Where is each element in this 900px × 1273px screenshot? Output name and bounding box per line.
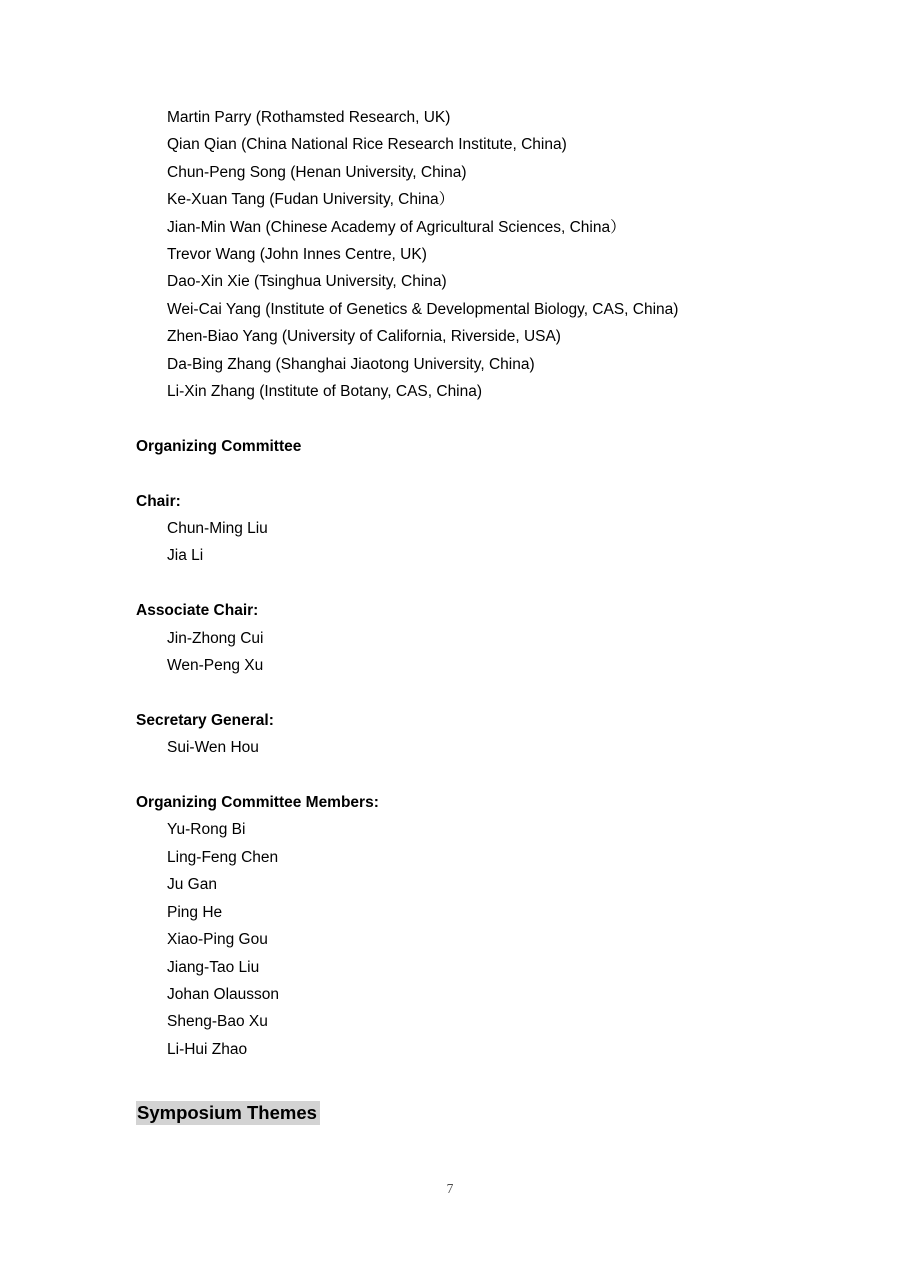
secretary-general-heading: Secretary General:: [136, 711, 274, 729]
committee-member: Li-Xin Zhang (Institute of Botany, CAS, China): [167, 383, 483, 401]
spacer: [0, 460, 900, 487]
spacer: [0, 679, 900, 706]
associate-chair-heading: Associate Chair:: [136, 602, 259, 620]
committee-member: Jian-Min Wan (Chinese Academy of Agricultural Sciences, China）: [167, 218, 626, 236]
organizing-member-name: Li-Hui Zhao: [167, 1040, 248, 1058]
organizing-member-name: Ling-Feng Chen: [167, 848, 279, 866]
committee-member: Chun-Peng Song (Henan University, China): [167, 163, 467, 181]
organizing-member-name: Xiao-Ping Gou: [167, 931, 268, 949]
associate-chair-name: Jin-Zhong Cui: [167, 629, 264, 647]
organizing-member-name: Ping He: [167, 903, 223, 921]
committee-member: Trevor Wang (John Innes Centre, UK): [167, 246, 427, 264]
spacer: [0, 1063, 900, 1090]
chair-name: Chun-Ming Liu: [167, 520, 268, 538]
committee-member-list: [0, 104, 900, 405]
associate-chair-name: Wen-Peng Xu: [167, 657, 264, 675]
committee-member: Da-Bing Zhang (Shanghai Jiaotong University, China): [167, 355, 535, 373]
committee-member: Qian Qian (China National Rice Research Institute, China): [167, 136, 567, 154]
committee-member: Wei-Cai Yang (Institute of Genetics & Developmental Biology, CAS, China): [167, 300, 679, 318]
organizing-member-name: Jiang-Tao Liu: [167, 958, 260, 976]
symposium-themes-heading: [0, 1098, 900, 1128]
spacer: [0, 570, 900, 597]
organizing-committee-heading: Organizing Committee: [136, 437, 302, 455]
organizing-member-name: Ju Gan: [167, 876, 217, 894]
spacer: [0, 762, 900, 789]
committee-member: Dao-Xin Xie (Tsinghua University, China): [167, 273, 447, 291]
organizing-member-list: [0, 816, 900, 1063]
chair-heading: Chair:: [136, 492, 181, 510]
committee-member: Martin Parry (Rothamsted Research, UK): [167, 109, 451, 126]
chair-name: Jia Li: [167, 547, 204, 565]
committee-member: Ke-Xuan Tang (Fudan University, China）: [167, 191, 455, 209]
committee-member: Zhen-Biao Yang (University of California, Riverside, USA): [167, 328, 561, 346]
highlighted-text: Symposium Themes: [136, 1101, 320, 1125]
organizing-member-name: Sheng-Bao Xu: [167, 1013, 268, 1031]
secretary-general-name: Sui-Wen Hou: [167, 739, 259, 757]
page-content: [0, 104, 900, 1128]
organizing-member-name: Johan Olausson: [167, 985, 280, 1003]
organizing-member-name: Yu-Rong Bi: [167, 821, 246, 839]
organizing-members-heading: Organizing Committee Members:: [136, 794, 379, 812]
spacer: [0, 405, 900, 432]
page-number: 7: [446, 1181, 454, 1196]
